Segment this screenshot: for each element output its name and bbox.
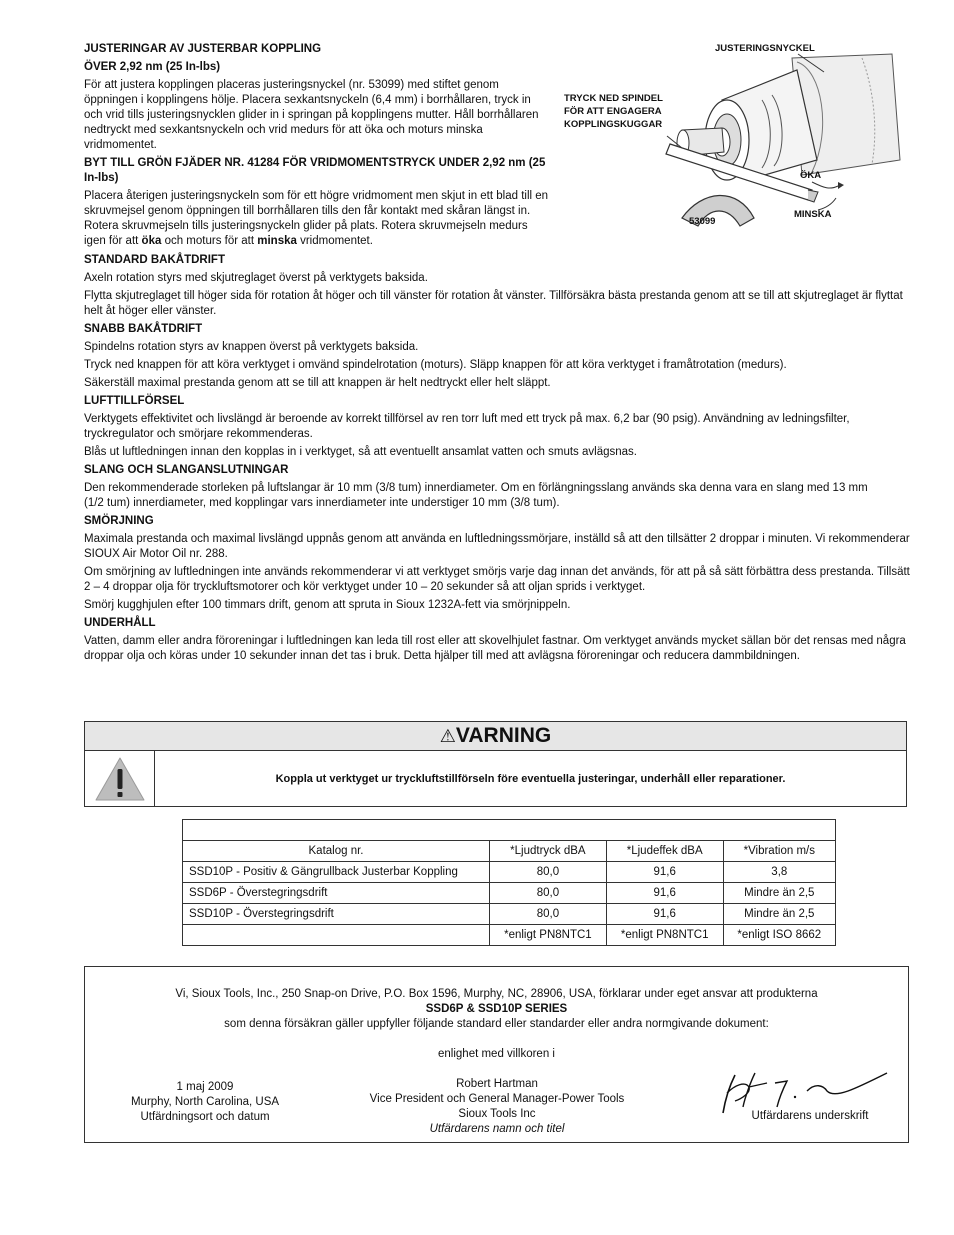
issue-date: 1 maj 2009 xyxy=(176,1081,234,1093)
label-press-spindle-1: TRYCK NED SPINDEL xyxy=(564,93,663,104)
over-heading: ÖVER 2,92 nm (25 In-lbs) xyxy=(84,61,221,73)
section-paragraph: Flytta skjutreglaget till höger sida för rotation åt höger och till vänster för rotation åt vänster. Tillförsäkra bästa prestanda genom att se till att skjutreglaget är flyttat helt åt höger eller vänster. xyxy=(84,290,903,317)
table-cell xyxy=(183,925,490,946)
section-paragraph: Den rekommenderade storleken på luftslangar är 10 mm (3/8 tum) innerdiameter. Om en förlängningsslang används ska denna vara en slang med 13 mm (1/2 tum) innerdiameter, med kopplingar vars innerdiameter inte understiger 10 mm (3/8 tum). xyxy=(84,482,868,509)
section-paragraph: Tryck ned knappen för att köra verktyget i omvänd spindelrotation (moturs). Släpp knappen för att köra verktyget i framåtrotation (medurs). xyxy=(84,359,787,371)
table-header: *Vibration m/s xyxy=(723,841,835,862)
table-header: *Ljudeffek dBA xyxy=(606,841,723,862)
section-heading: UNDERHÅLL xyxy=(84,617,156,629)
table-cell: 80,0 xyxy=(490,904,607,925)
table-cell: Mindre än 2,5 xyxy=(723,883,835,904)
label-part-number: 53099 xyxy=(689,216,716,227)
section-paragraph: Spindelns rotation styrs av knappen överst på verktygets baksida. xyxy=(84,341,419,353)
table-row xyxy=(183,862,836,883)
declaration-series: SSD6P & SSD10P SERIES xyxy=(425,1003,568,1015)
clutch-illustration xyxy=(562,40,902,235)
declaration-line2: som denna försäkran gäller uppfyller följande standard eller standarder eller andra normgivande dokument: xyxy=(224,1018,769,1030)
table-header-row xyxy=(183,841,836,862)
table-cell: *enligt PN8NTC1 xyxy=(606,925,723,946)
warning-triangle-icon: ⚠ xyxy=(439,726,456,746)
table-header: Katalog nr. xyxy=(183,841,490,862)
declaration-line1: Vi, Sioux Tools, Inc., 250 Snap-on Drive, P.O. Box 1596, Murphy, NC, 28906, USA, förklarar under eget ansvar att produkterna xyxy=(175,988,818,1000)
table-footer-row xyxy=(183,925,836,946)
issuer-name: Robert Hartman xyxy=(456,1078,538,1090)
table-cell: SSD10P - Överstegringsdrift xyxy=(183,904,490,925)
issuer-company: Sioux Tools Inc xyxy=(458,1108,536,1120)
table-title-row xyxy=(183,820,836,841)
section-heading: SNABB BAKÅTDRIFT xyxy=(84,323,203,335)
warning-box xyxy=(84,721,907,807)
adjustment-section xyxy=(84,42,549,249)
warning-message: Koppla ut verktyget ur tryckluftstillförseln före eventuella justeringar, underhåll eller reparationer. xyxy=(275,773,786,785)
section-paragraph: Smörj kugghjulen efter 100 timmars drift, genom att spruta in Sioux 1232A-fett via smörjnippeln. xyxy=(84,599,571,611)
signature-label: Utfärdarens underskrift xyxy=(751,1110,869,1122)
label-press-spindle-2: FÖR ATT ENGAGERA xyxy=(564,106,662,117)
section-paragraph: Vatten, damm eller andra föroreningar i luftledningen kan leda till rost eller att skovelhjulet fastnar. Om verktyget används mycket sällan bör det rensas med några droppar olja och köras under 10 sekunder innan det tas i bruk. Detta hjälper till med att avlägsna föroreningar och reducera dammbildningen. xyxy=(84,635,906,662)
table-cell: 91,6 xyxy=(606,883,723,904)
section-paragraph: Om smörjning av luftledningen inte används rekommenderar vi att verktyget smörjs varje dag innan det används, för att på så sätt förbättra dess prestanda. Tillsätt 2 – 4 droppar olja för tryckluftsmotorer och kör verktyget under 10 – 20 sekunder så att oljan sprids i verktyget. xyxy=(84,566,910,593)
section-paragraph: Axeln rotation styrs med skjutreglaget överst på verktygets baksida. xyxy=(84,272,428,284)
warning-exclamation-icon xyxy=(94,756,146,802)
section-paragraph: Säkerställ maximal prestanda genom att se till att knappen är helt nedtryckt eller helt släppt. xyxy=(84,377,551,389)
section-heading: SMÖRJNING xyxy=(84,515,154,527)
issue-place-label: Utfärdningsort och datum xyxy=(140,1111,270,1123)
instruction-sections xyxy=(84,253,910,664)
label-decrease: MINSKA xyxy=(794,209,832,220)
table-cell: 91,6 xyxy=(606,862,723,883)
section-heading: LUFTTILLFÖRSEL xyxy=(84,395,185,407)
table-cell: SSD10P - Positiv & Gängrullback Justerbar Koppling xyxy=(183,862,490,883)
issue-place: Murphy, North Carolina, USA xyxy=(130,1096,280,1108)
section-paragraph: Verktygets effektivitet och livslängd är beroende av korrekt tillförsel av ren torr luft med ett tryck på max. 6,2 bar (90 psig). Användning av ledningsfilter, tryckregulator och smörjare rekommenderas. xyxy=(84,413,850,440)
warning-title: ⚠VARNING xyxy=(85,722,906,751)
label-increase: ÖKA xyxy=(800,170,822,181)
adjust-heading: JUSTERINGAR AV JUSTERBAR KOPPLING xyxy=(84,43,322,55)
table-cell: *enligt PN8NTC1 xyxy=(490,925,607,946)
table-cell: 3,8 xyxy=(723,862,835,883)
table-cell: Mindre än 2,5 xyxy=(723,904,835,925)
table-cell: 80,0 xyxy=(490,862,607,883)
clutch-adjustment-figure xyxy=(562,40,902,235)
section-heading: STANDARD BAKÅTDRIFT xyxy=(84,254,225,266)
table-header: *Ljudtryck dBA xyxy=(490,841,607,862)
table-cell: SSD6P - Överstegringsdrift xyxy=(183,883,490,904)
issuer-title: Vice President och General Manager-Power Tools xyxy=(369,1093,625,1105)
over-text: För att justera kopplingen placeras justeringsnyckel (nr. 53099) med stiftet genom öppningen i kopplingens hölje. Placera sexkantsnyckeln (6,4 mm) i borrhållaren, tryck in och vrid tills justeringsnycklen glider in i springan på kopplingens mutter. Håll borrhållaren nedtryckt med sexkantsnyckeln och vrid medurs för att öka och moturs minska vridmomentet. xyxy=(84,79,539,151)
table-cell: 91,6 xyxy=(606,904,723,925)
section-paragraph: Maximala prestanda och maximal livslängd uppnås genom att använda en luftledningssmörjare, inställd så att den tillsätter 2 droppar i minuten. Vi rekommenderar SIOUX Air Motor Oil nr. 288. xyxy=(84,533,910,560)
declaration-line3: enlighet med villkoren i xyxy=(438,1048,555,1060)
warning-icon-cell xyxy=(85,751,155,807)
issuer-name-label: Utfärdarens namn och titel xyxy=(429,1123,565,1135)
spring-heading: BYT TILL GRÖN FJÄDER NR. 41284 FÖR VRIDMOMENTSTRYCK UNDER 2,92 nm (25 In-lbs) xyxy=(84,157,546,184)
table-row xyxy=(183,883,836,904)
label-adjustment-key: JUSTERINGSNYCKEL xyxy=(715,43,815,54)
section-paragraph: Blås ut luftledningen innan den kopplas in i verktyget, så att eventuellt ansamlat vatten och smuts avlägsnas. xyxy=(84,446,637,458)
section-heading: SLANG OCH SLANGANSLUTNINGAR xyxy=(84,464,289,476)
spring-text: Placera återigen justeringsnyckeln som för ett högre vridmoment men skjut in ett blad till en skruvmejsel genom öppningen till borrhållaren tills den får kontakt med skåran längst in. Rotera skruvmejseln tills justeringsnyckeln glider på plats. Rotera skruvmejseln medurs igen för att öka och moturs för att minska vridmomentet. xyxy=(84,190,549,247)
declaration-box xyxy=(84,966,909,1143)
noise-vibration-table xyxy=(182,819,836,946)
label-press-spindle-3: KOPPLINGSKUGGAR xyxy=(564,119,663,130)
table-cell: *enligt ISO 8662 xyxy=(723,925,835,946)
table-row xyxy=(183,904,836,925)
table-cell: 80,0 xyxy=(490,883,607,904)
